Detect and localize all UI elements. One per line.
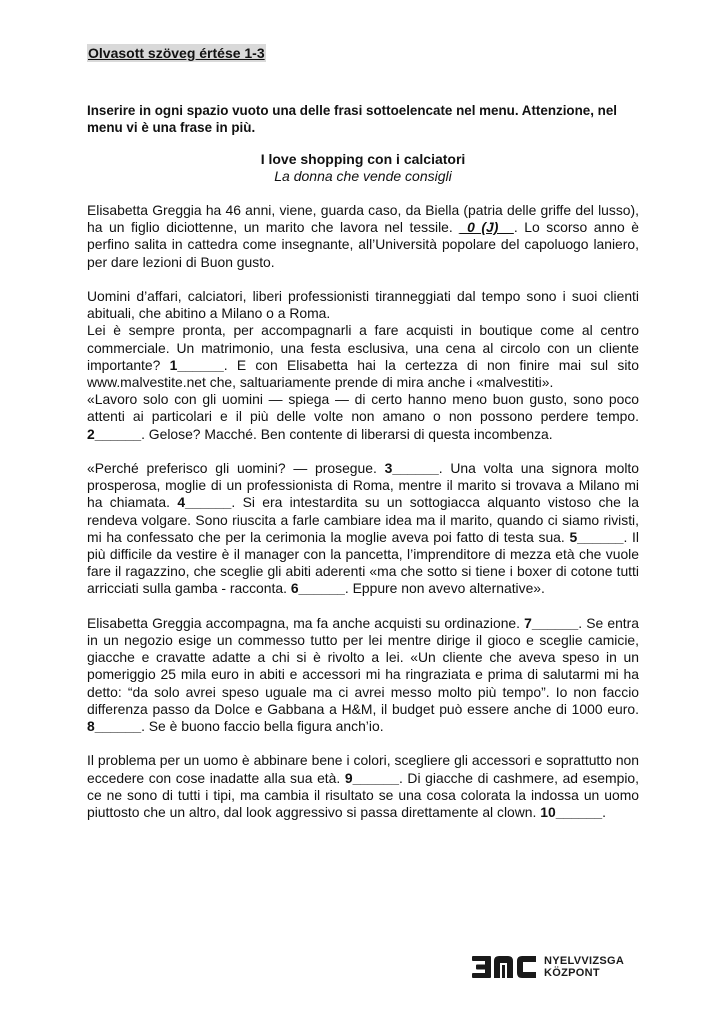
gap-2: 2______ [87, 425, 142, 442]
paragraph-2c [87, 391, 639, 443]
text-run: . [602, 804, 606, 821]
logo-line-1: NYELVVIZSGA [544, 955, 625, 967]
article-heading [87, 151, 639, 185]
task-instructions: Inserire in ogni spazio vuoto una delle frasi sottoelencate nel menu. Attenzione, nel menu vi è una frase in più. [87, 103, 618, 135]
text-run: Elisabetta Greggia ha 46 anni, viene, guarda caso, da Biella (patria delle griffe del lusso), ha un figlio diciottenne, un marito che lavora nel tessile. [87, 202, 639, 236]
gap-6: 6______ [290, 580, 345, 597]
gap-1: 1______ [169, 356, 224, 373]
article-subtitle: La donna che vende consigli [274, 168, 452, 184]
paragraph-3 [87, 460, 639, 598]
text-run: . Lo scorso anno è perfino salita in cattedra come insegnante, all’Università popolare del capoluogo laniero, per dare lezioni di Buon gusto. [87, 219, 639, 270]
text-run: . Di giacche di cashmere, ad esempio, ce ne sono di tutti i tipi, ma cambia il risultato se una cosa colorata la indossa un uomo piuttosto che un altro, dal look aggressivo si passa direttamente al clown. [87, 769, 639, 821]
logo-text [544, 955, 624, 979]
article-body [87, 202, 639, 838]
page-header: Olvasott szöveg értése 1-3 [88, 45, 265, 61]
gap-7: 7______ [524, 614, 579, 631]
paragraph-5 [87, 752, 639, 821]
text-run: . Si era intestardita su un sottogiacca alquanto vistoso che la rendeva volgare. Sono riuscita a farle cambiare idea ma il marito, quando ci siamo rivisti, mi ha confessato che per la cerimonia la moglie aveva poi fatto di testa sua. [87, 494, 639, 545]
text-run: «Perché preferisco gli uomini? — prosegue. [87, 460, 385, 477]
bme-logo [472, 951, 642, 983]
text-run: . Gelose? Macché. Ben contente di liberarsi di questa incombenza. [141, 425, 553, 442]
text-run: . E con Elisabetta hai la certezza di non finire mai sul sito www.malvestite.net che, saltuariamente prende di mira anche i «malvestiti». [87, 356, 640, 391]
example-gap: _0 (J)__ [459, 219, 514, 236]
text-run: . Se entra in un negozio esige un commesso tutto per lei mentre dirige il gioco e sceglie camicie, giacche e cravatte adatte a chi si è rivolto a lei. «Un cliente che aveva speso in un pomeriggio 25 mila euro in abiti e accessori mi ha ringraziata e prima di salutarmi mi ha detto: “da solo avrei speso uguale ma ci avrei messo molto più tempo”. Io non faccio differenza passo da Dolce e Gabbana a H&M, il budget può essere anche di 1000 euro. [87, 614, 640, 717]
gap-3: 3______ [384, 460, 439, 477]
gap-9: 9______ [344, 769, 399, 786]
text-run: Elisabetta Greggia accompagna, ma fa anche acquisti su ordinazione. [87, 614, 525, 631]
paragraph-2b [87, 322, 639, 391]
gap-5: 5______ [569, 528, 624, 545]
gap-4: 4______ [177, 494, 232, 511]
paragraph-4 [87, 615, 639, 735]
paragraph-2a: Uomini d’affari, calciatori, liberi professionisti tiranneggiati dal tempo sono i suoi clienti abituali, che abitino a Milano o a Roma. [87, 288, 639, 322]
gap-8: 8______ [87, 718, 142, 735]
text-run: . Se è buono faccio bella figura anch’io. [141, 718, 384, 735]
text-run: Il problema per un uomo è abbinare bene i colori, scegliere gli accessori e soprattutto non eccedere con cose inadatte alla sua età. [87, 752, 639, 786]
text-run: . Il più difficile da vestire è il manager con la pancetta, l’imprenditore di mezza età che vuole fare il ragazzino, che sceglie gli abiti aderenti «ma che sotto si tiene i boxer di cotone tutti arricciati sulla gamba - racconta. [87, 528, 639, 597]
text-run: . Una volta una signora molto prosperosa, moglie di un professionista di Roma, mentre il marito si trovava a Milano mi ha chiamata. [87, 460, 639, 511]
text-run: . Eppure non avevo alternative». [344, 580, 545, 597]
gap-10: 10______ [540, 804, 603, 821]
article-title: I love shopping con i calciatori [260, 151, 466, 167]
text-run: Lei è sempre pronta, per accompagnarli a fare acquisti in boutique come al centro commerciale. Un matrimonio, una festa esclusiva, una cena al circolo con un cliente importante? [87, 322, 639, 373]
paragraph-1 [87, 202, 639, 271]
text-run: «Lavoro solo con gli uomini — spiega — di certo hanno meno buon gusto, sono poco attenti ai particolari e il più delle volte non amano o non possono perdere tempo. [87, 391, 639, 425]
bme-logo-mark-icon [472, 954, 538, 980]
logo-line-2: KÖZPONT [544, 967, 600, 979]
